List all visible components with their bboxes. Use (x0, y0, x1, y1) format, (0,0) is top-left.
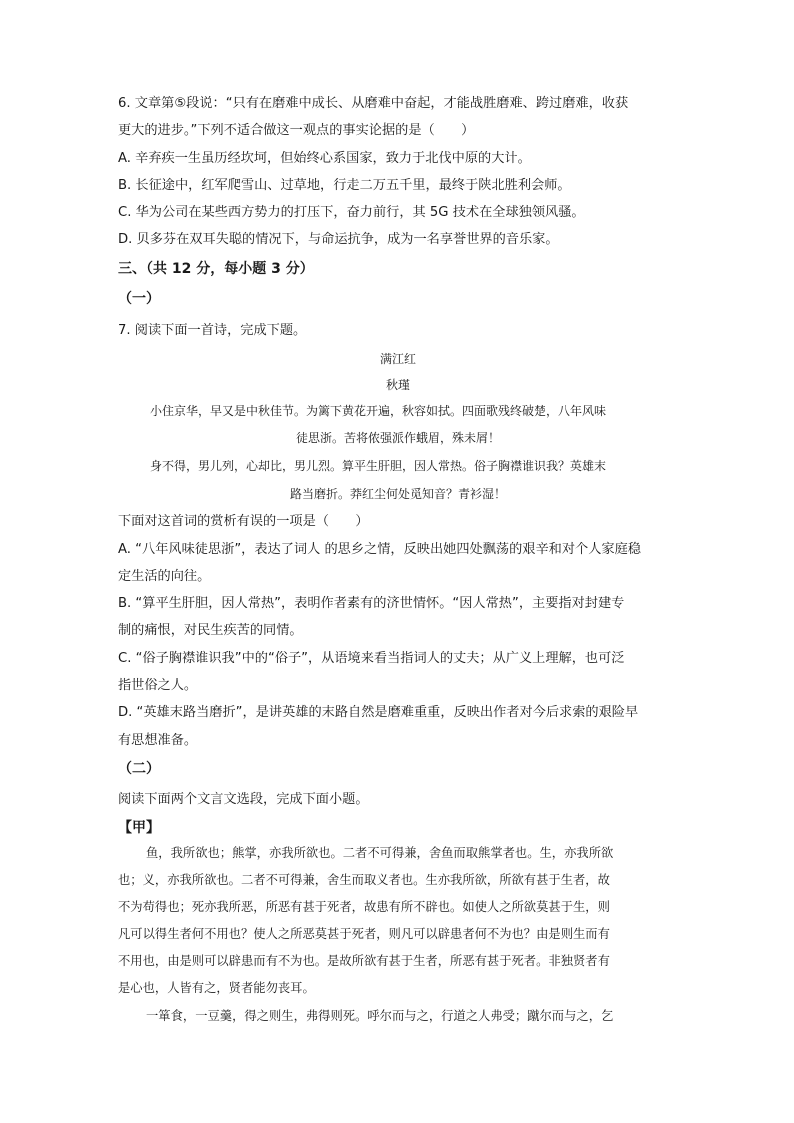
q7-option-line: C. “俗子胸襟谁识我”中的“俗子”，从语境来看当指词人的丈夫；从广义上理解，也可泛 (118, 651, 625, 666)
classical-line: 一箪食，一豆羹，得之则生，弗得则死。呼尔而与之，行道之人弗受；蹴尔而与之，乞 (146, 1009, 614, 1023)
classical-line: 不用也，由是则可以辟患而有不为也。是故所欲有甚于生者，所恶有甚于死者。非独贤者有 (118, 954, 610, 968)
q6-option-b: B. 长征途中，红军爬雪山、过草地，行走二万五千里，最终于陕北胜利会师。 (118, 178, 571, 193)
q6-stem-line1: 6. 文章第⑤段说：“只有在磨难中成长、从磨难中奋起，才能战胜磨难、跨过磨难，收获 (118, 96, 629, 111)
poem-title: 满江红 (379, 352, 416, 366)
q7-option-line: B. “算平生肝胆，因人常热”，表明作者素有的济世情怀。“因人常热”，主要指对封建专 (118, 596, 625, 611)
classical-line: 鱼，我所欲也；熊掌，亦我所欲也。二者不可得兼，舍鱼而取熊掌者也。生，亦我所欲 (146, 846, 614, 860)
q7-option-line: 有思想准备。 (118, 733, 198, 748)
classical-line: 是心也，人皆有之，贤者能勿丧耳。 (118, 981, 315, 995)
q6-option-d: D. 贝多芬在双耳失聪的情况下，与命运抗争，成为一名享誉世界的音乐家。 (118, 232, 559, 247)
part2-stem: 阅读下面两个文言文选段，完成下面小题。 (118, 792, 369, 807)
q7-option-line: 定生活的向往。 (118, 569, 211, 584)
poem-line: 小住京华，早又是中秋佳节。为篱下黄花开遍，秋容如拭。四面歌残终破楚，八年风味 (150, 404, 607, 418)
q7-option-line: D. “英雄末路当磨折”，是讲英雄的末路自然是磨难重重，反映出作者对今后求索的艰险早 (118, 705, 639, 720)
part-label: （二） (118, 761, 160, 777)
q7-question: 下面对这首词的赏析有误的一项是（ ） (118, 514, 369, 529)
poem-line: 徒思浙。苦将侬强派作蛾眉，殊未屑！ (295, 431, 500, 445)
q7-option-line: 制的痛恨，对民生疾苦的同情。 (118, 623, 303, 638)
q6-option-c: C. 华为公司在某些西方势力的打压下，奋力前行，其 5G 技术在全球独领风骚。 (118, 205, 585, 220)
poem-line: 路当磨折。莽红尘何处觅知音？青衫湿！ (289, 487, 506, 501)
section-heading: 三、（共 12 分，每小题 3 分） (118, 261, 314, 277)
q6-option-a: A. 辛弃疾一生虽历经坎坷，但始终心系国家，致力于北伐中原的大计。 (118, 151, 531, 166)
passage-label-jia: 【甲】 (118, 820, 160, 836)
q7-stem: 7. 阅读下面一首诗，完成下题。 (118, 323, 307, 338)
part-label: （一） (118, 291, 160, 307)
classical-line: 凡可以得生者何不用也？使人之所恶莫甚于死者，则凡可以辟患者何不为也？由是则生而有 (118, 927, 610, 941)
q7-option-line: 指世俗之人。 (118, 678, 198, 693)
poem-author: 秋瑾 (385, 378, 410, 392)
q6-stem-line2: 更大的进步。”下列不适合做这一观点的事实论据的是（ ） (118, 123, 475, 138)
q7-option-line: A. “八年风味徒思浙”，表达了词人 的思乡之情，反映出她四处飘荡的艰辛和对个人家庭稳 (118, 542, 641, 557)
classical-line: 不为苟得也；死亦我所恶，所恶有甚于死者，故患有所不辟也。如使人之所欲莫甚于生，则 (118, 900, 610, 914)
poem-line: 身不得，男儿列，心却比，男儿烈。算平生肝胆，因人常热。俗子胸襟谁识我？英雄末 (150, 459, 607, 473)
classical-line: 也；义，亦我所欲也。二者不可得兼，舍生而取义者也。生亦我所欲，所欲有甚于生者，故 (118, 873, 610, 887)
